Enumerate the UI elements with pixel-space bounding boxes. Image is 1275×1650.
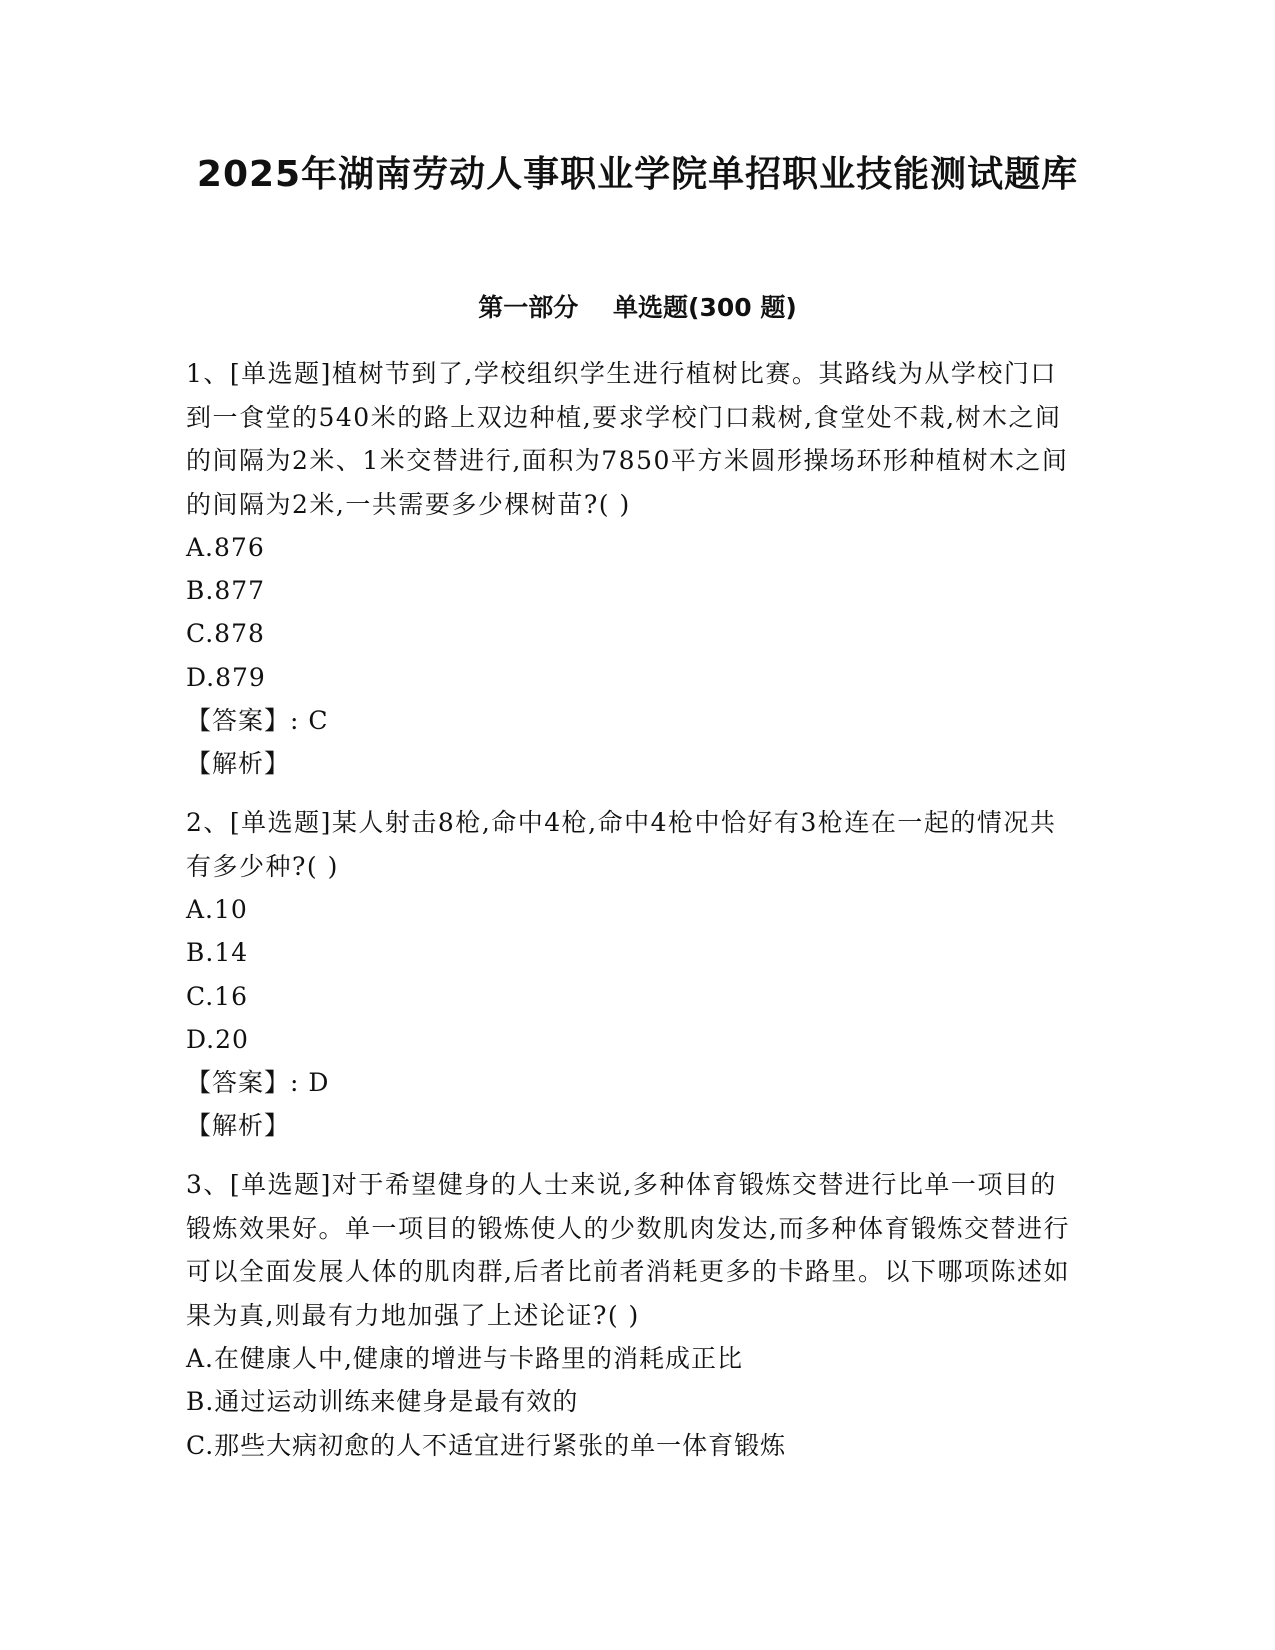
option-b: B.877 [186,576,266,606]
question-item [186,1163,1076,1467]
option-a: A.876 [186,533,265,562]
option-c: C.878 [186,619,265,649]
question-item [186,801,1076,1147]
option-b: B.通过运动训练来健身是最有效的 [186,1387,579,1417]
question-list [186,352,1076,1467]
option-b: B.14 [186,938,249,968]
option-d: D.20 [186,1024,249,1054]
question-stem: 2、[单选题]某人射击8枪,命中4枪,命中4枪中恰好有3枪连在一起的情况共有多少种?( ) [186,808,1057,881]
question-spacer [186,785,1076,801]
question-item [186,352,1076,785]
answer-line: 【答案】: D [186,1067,330,1097]
explanation-label: 【解析】 [186,1111,291,1141]
option-c: C.那些大病初愈的人不适宜进行紧张的单一体育锻炼 [186,1430,787,1460]
option-c: C.16 [186,981,248,1011]
question-stem: 1、[单选题]植树节到了,学校组织学生进行植树比赛。其路线为从学校门口到一食堂的540米的路上双边种植,要求学校门口栽树,食堂处不栽,树木之间的间隔为2米、1米交替进行,面积为7850平方米圆形操场环形种植树木之间的间隔为2米,一共需要多少棵树苗?( ) [186,359,1069,519]
document-title: 2025年湖南劳动人事职业学院单招职业技能测试题库 [196,154,1079,195]
explanation-label: 【解析】 [186,748,291,778]
question-spacer [186,1147,1076,1163]
option-a: A.在健康人中,健康的增进与卡路里的消耗成正比 [186,1344,743,1374]
option-a: A.10 [186,895,248,925]
option-d: D.879 [186,662,266,692]
section-title: 第一部分 单选题(300 题) [478,293,797,322]
answer-line: 【答案】: C [186,705,329,735]
question-stem: 3、[单选题]对于希望健身的人士来说,多种体育锻炼交替进行比单一项目的锻炼效果好。单一项目的锻炼使人的少数肌肉发达,而多种体育锻炼交替进行可以全面发展人体的肌肉群,后者比前者消耗更多的卡路里。以下哪项陈述如果为真,则最有力地加强了上述论证?( ) [186,1170,1070,1330]
